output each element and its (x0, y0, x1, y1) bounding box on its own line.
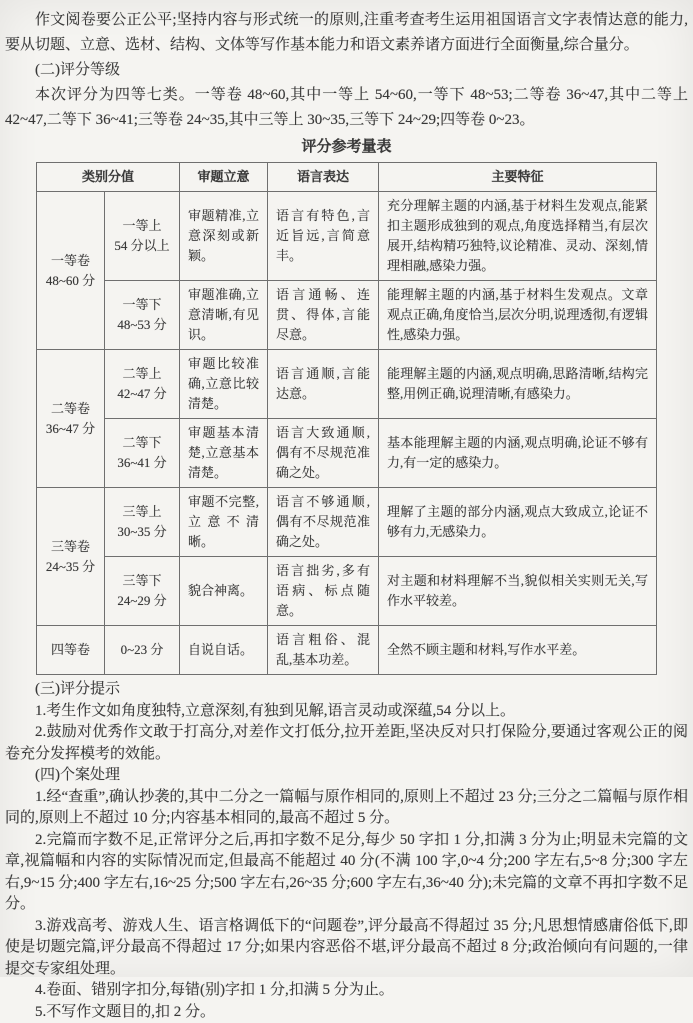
subgrade-score: 24~29 分 (113, 591, 171, 611)
subgrade-score: 54 分以上 (113, 236, 171, 256)
case-handling-item: 1.经“查重”,确认抄袭的,其中二分之一篇幅与原作相同的,原则上不超过 23 分;三分之二篇幅与原作相同的,原则上不超过 10 分;内容基本相同的,最高不超过 5 分。 (5, 787, 688, 830)
grade-label: 一等卷 (45, 251, 96, 271)
language-cell: 语言不够通顺,偶有不尽规范准确之处。 (268, 488, 379, 557)
scoring-table (36, 162, 657, 675)
subgrade-cell (104, 626, 179, 675)
subgrade-cell (104, 488, 179, 557)
subgrade-cell (104, 419, 179, 488)
language-cell: 语言通畅、连贯、得体,言能尽意。 (268, 281, 379, 350)
subgrade-label: 三等下 (113, 571, 171, 591)
grade-label: 四等卷 (45, 640, 96, 660)
language-cell: 语言粗俗、混乱,基本功差。 (268, 626, 379, 675)
subgrade-cell (104, 281, 179, 350)
scoring-tip-item: 1.考生作文如角度独特,立意深刻,有独到见解,语言灵动或深蕴,54 分以上。 (5, 701, 688, 723)
features-cell: 全然不顾主题和材料,写作水平差。 (379, 626, 657, 675)
language-cell: 语言通顺,言能达意。 (268, 350, 379, 419)
col-header-features: 主要特征 (379, 163, 657, 192)
intro-paragraph: 作文阅卷要公正公平;坚持内容与形式统一的原则,注重考查考生运用祖国语言文字表情达意的能力,要从切题、立意、选材、结构、文体等写作基本能力和语文素养诸方面进行全面衡量,综合量分。 (5, 8, 688, 58)
subgrade-score: 36~41 分 (113, 453, 171, 473)
subgrade-score: 30~35 分 (113, 522, 171, 542)
features-cell: 能理解主题的内涵,观点明确,思路清晰,结构完整,用例正确,说理清晰,有感染力。 (379, 350, 657, 419)
col-header-category: 类别分值 (36, 163, 179, 192)
grade-score: 36~47 分 (45, 419, 96, 439)
subgrade-cell (104, 350, 179, 419)
col-header-language: 语言表达 (268, 163, 379, 192)
features-cell: 能理解主题的内涵,基于材料生发观点。文章观点正确,角度恰当,层次分明,说理透彻,有逻辑性,感染力强。 (379, 281, 657, 350)
topic-intent-cell: 自说自话。 (180, 626, 268, 675)
subgrade-cell (104, 557, 179, 626)
section-heading-grading-levels: (二)评分等级 (5, 58, 688, 83)
table-row (36, 557, 656, 626)
grading-levels-paragraph: 本次评分为四等七类。一等卷 48~60,其中一等上 54~60,一等下 48~53;二等卷 36~47,其中二等上 42~47,二等下 36~41;三等卷 24~35,其中三等上 30~35,三等下 24~29;四等卷 0~23。 (5, 83, 688, 133)
subgrade-label: 二等下 (113, 433, 171, 453)
case-handling-item: 4.卷面、错别字扣分,每错(别)字扣 1 分,扣满 5 分为止。 (5, 980, 688, 1002)
features-cell: 充分理解主题的内涵,基于材料生发观点,能紧扣主题形成独到的观点,角度选择精当,有层次展开,结构精巧独特,议论精准、灵动、深刻,情理相融,感染力强。 (379, 192, 657, 281)
grade-cell (36, 488, 104, 626)
table-row (36, 350, 656, 419)
case-handling-item: 3.游戏高考、游戏人生、语言格调低下的“问题卷”,评分最高不得超过 35 分;凡思想情感庸俗低下,即使是切题完篇,评分最高不得超过 17 分;如果内容恶俗不堪,评分最高不超过 8 分;政治倾向有问题的,一律提交专家组处理。 (5, 916, 688, 981)
grade-score: 24~35 分 (45, 557, 96, 577)
features-cell: 对主题和材料理解不当,貌似相关实则无关,写作水平较差。 (379, 557, 657, 626)
grade-cell (36, 192, 104, 350)
table-row (36, 192, 656, 281)
table-row (36, 419, 656, 488)
grade-label: 三等卷 (45, 537, 96, 557)
subgrade-label: 一等上 (113, 216, 171, 236)
grade-cell (36, 350, 104, 488)
topic-intent-cell: 审题不完整,立意不清晰。 (180, 488, 268, 557)
subgrade-label: 三等上 (113, 502, 171, 522)
language-cell: 语言大致通顺,偶有不尽规范准确之处。 (268, 419, 379, 488)
case-handling-item: 5.不写作文题目的,扣 2 分。 (5, 1002, 688, 1023)
table-row (36, 281, 656, 350)
section-heading-case-handling: (四)个案处理 (5, 765, 688, 787)
subgrade-label: 一等下 (113, 295, 171, 315)
subgrade-score: 0~23 分 (113, 640, 171, 660)
language-cell: 语言有特色,言近旨远,言简意丰。 (268, 192, 379, 281)
grade-score: 48~60 分 (45, 271, 96, 291)
grade-label: 二等卷 (45, 399, 96, 419)
scoring-tip-item: 2.鼓励对优秀作文敢于打高分,对差作文打低分,拉开差距,坚决反对只打保险分,要通过客观公正的阅卷充分发挥模考的效能。 (5, 722, 688, 765)
grade-cell (36, 626, 104, 675)
features-cell: 理解了主题的部分内涵,观点大致成立,论证不够有力,无感染力。 (379, 488, 657, 557)
table-header-row (36, 163, 656, 192)
table-title: 评分参考量表 (5, 135, 688, 159)
topic-intent-cell: 审题基本清楚,立意基本清楚。 (180, 419, 268, 488)
topic-intent-cell: 审题准确,立意清晰,有见识。 (180, 281, 268, 350)
case-handling-item: 2.完篇而字数不足,正常评分之后,再扣字数不足分,每少 50 字扣 1 分,扣满 3 分为止;明显未完篇的文章,视篇幅和内容的实际情况而定,但最高不能超过 40 分(不满 100 字,0~4 分;200 字左右,5~8 分;300 字左右,9~15 分;400 字左右,16~25 分;500 字左右,26~35 分;600 字左右,36~40 分);未完篇的文章不再扣字数不足分。 (5, 830, 688, 916)
topic-intent-cell: 审题精准,立意深刻或新颖。 (180, 192, 268, 281)
subgrade-label: 二等上 (113, 364, 171, 384)
section-heading-scoring-tips: (三)评分提示 (5, 679, 688, 701)
topic-intent-cell: 貌合神离。 (180, 557, 268, 626)
subgrade-score: 48~53 分 (113, 315, 171, 335)
features-cell: 基本能理解主题的内涵,观点明确,论证不够有力,有一定的感染力。 (379, 419, 657, 488)
table-row (36, 626, 656, 675)
subgrade-cell (104, 192, 179, 281)
subgrade-score: 42~47 分 (113, 384, 171, 404)
col-header-topic-intent: 审题立意 (180, 163, 268, 192)
language-cell: 语言拙劣,多有语病、标点随意。 (268, 557, 379, 626)
topic-intent-cell: 审题比较准确,立意比较清楚。 (180, 350, 268, 419)
table-row (36, 488, 656, 557)
